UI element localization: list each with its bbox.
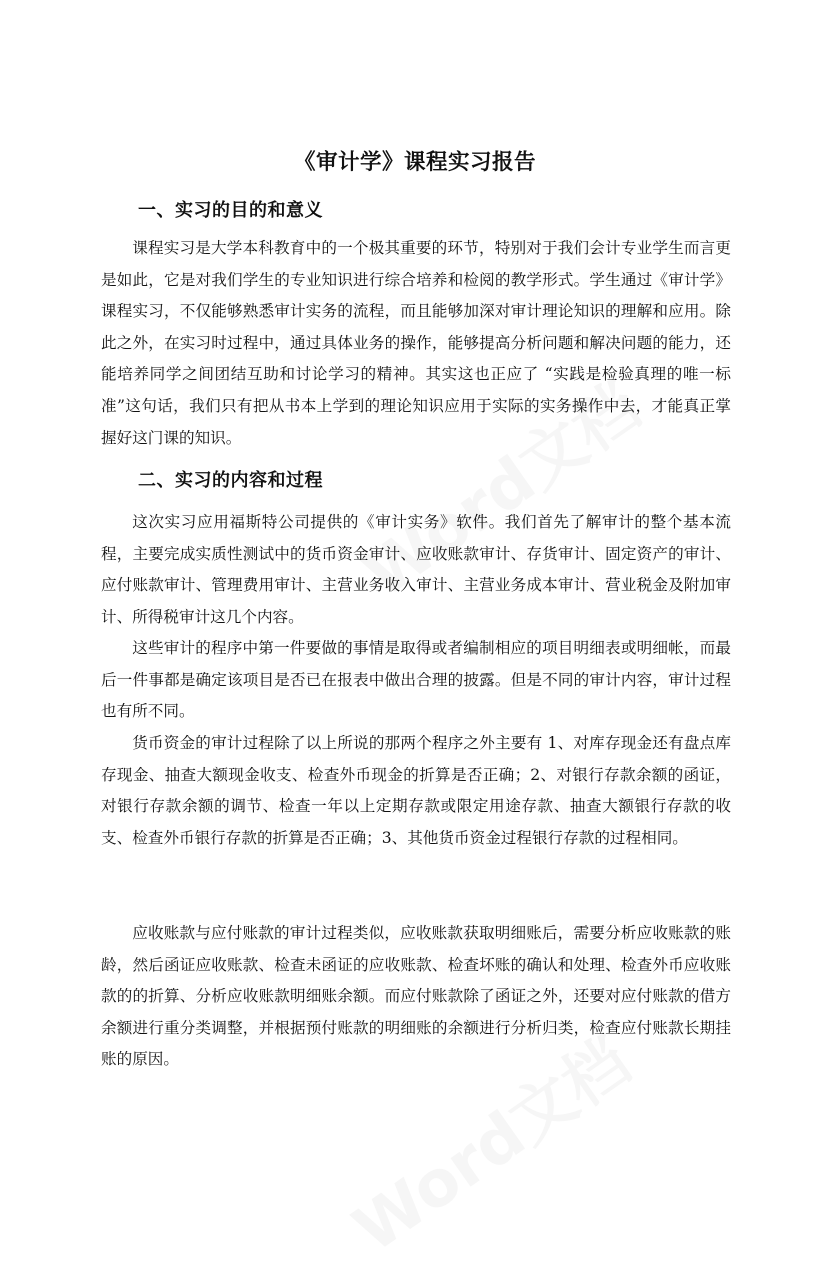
paragraph: 货币资金的审计过程除了以上所说的那两个程序之外主要有 1、对库存现金还有盘点库存现金、抽查大额现金收支、检查外币现金的折算是否正确；2、对银行存款余额的函证，对银行存款余额的调节、检查一年以上定期存款或限定用途存款、抽查大额银行存款的收支、检查外币银行存款的折算是否正确；3、其他货币资金过程银行存款的过程相同。 [101, 734, 731, 847]
section-heading-content: 二、实习的内容和过程 [138, 470, 323, 491]
paragraph: 这些审计的程序中第一件要做的事情是取得或者编制相应的项目明细表或明细帐，而最后一件事都是确定该项目是否已在报表中做出合理的披露。但是不同的审计内容，审计过程也有所不同。 [101, 639, 731, 721]
paragraph: 这次实习应用福斯特公司提供的《审计实务》软件。我们首先了解审计的整个基本流程，主要完成实质性测试中的货币资金审计、应收账款审计、存货审计、固定资产的审计、应付账款审计、管理费用审计、主营业务收入审计、主营业务成本审计、营业税金及附加审计、所得税审计这几个内容。 [101, 513, 731, 626]
section-heading-purpose: 一、实习的目的和意义 [138, 200, 323, 221]
paragraph: 应收账款与应付账款的审计过程类似，应收账款获取明细账后，需要分析应收账款的账龄，然后函证应收账款、检查未函证的应收账款、检查坏账的确认和处理、检查外币应收账款的的折算、分析应收账款明细账余额。而应付账款除了函证之外，还要对应付账款的借方余额进行重分类调整，并根据预付账款的明细账的余额进行分析归类，检查应付账款长期挂账的原因。 [101, 924, 731, 1069]
paragraph: 课程实习是大学本科教育中的一个极其重要的环节，特别对于我们会计专业学生而言更是如此，它是对我们学生的专业知识进行综合培养和检阅的教学形式。学生通过《审计学》课程实习，不仅能够熟悉审计实务的流程，而且能够加深对审计理论知识的理解和应用。除此之外，在实习时过程中，通过具体业务的操作，能够提高分析问题和解决问题的能力，还能培养同学之间团结互助和讨论学习的精神。其实这也正应了 “实践是检验真理的唯一标准”这句话，我们只有把从书本上学到的理论知识应用于实际的实务操作中去，才能真正掌握好这门课的知识。 [101, 239, 731, 447]
document-title: 《审计学》课程实习报告 [293, 150, 536, 175]
